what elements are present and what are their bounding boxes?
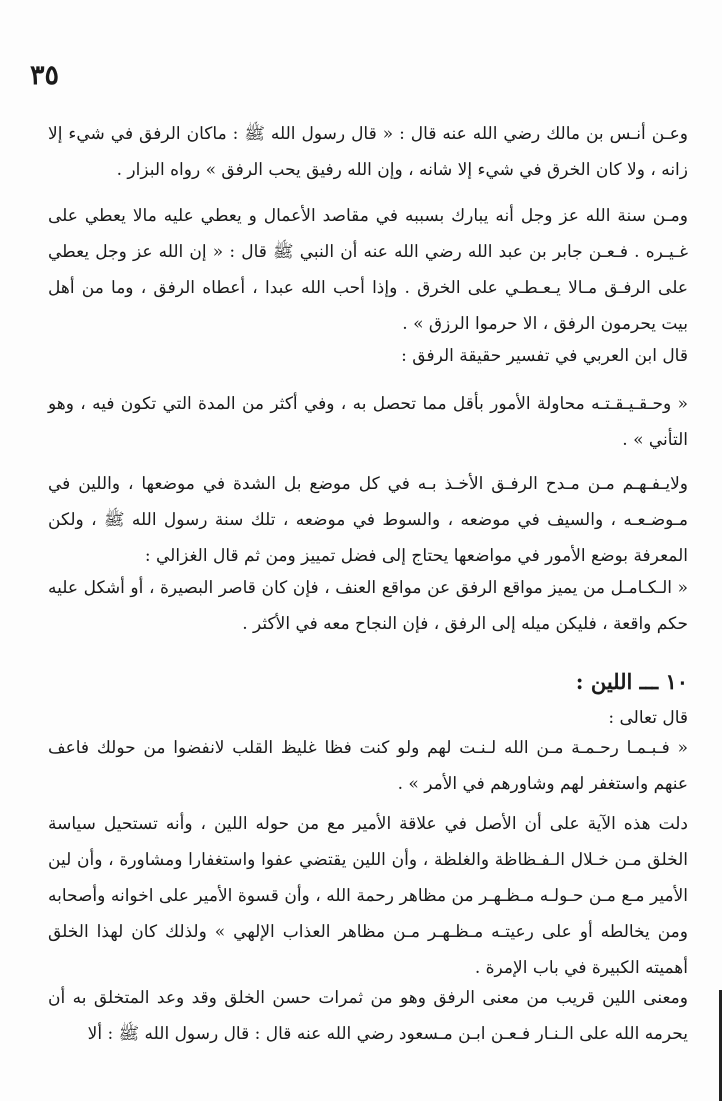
- page-number: ٣٥: [30, 60, 60, 91]
- paragraph-anas-hadith: وعـن أنـس بن مالك رضي الله عنه قال : « قال رسول الله ﷺ : ماكان الرفق في شيء إلا زانه ، ولا كان الخرق في شيء إلا شانه ، وإن الله رفيق يحب الرفق » رواه البزار .: [48, 124, 688, 180]
- paragraph-jabir-hadith: ومـن سنة الله عز وجل أنه يبارك بسببه في مقاصد الأعمال و يعطي عليه مالا يعطي على غـيـره . فـعـن جابر بن عبد الله رضي الله عنه أن النبي ﷺ قال : « إن الله عز وجل يعطي على الرفـق مـالا يـعـطـي على الخرق . وإذا أحب الله عبدا ، أعطاه الرفق ، وما من أهل بيت يحرمون الرفق ، الا حرموا الرزق » .: [48, 206, 688, 334]
- paragraph-verse-explanation: دلت هذه الآية على أن الأصل في علاقة الأمير مع من حوله اللين ، وأنه تستحيل سياسة الخلق مـن خـلال الـفـظاظة والغلظة ، وأن اللين يقتضي عفوا واستغفارا ومشاورة ، وأن لين الأمير مـع مـن حـولـه مـظـهـر من مظاهر رحمة الله ، وأن قسوة الأمير على اخوانه وأصحابه ومن يخالطه أو على رعيتـه مـظـهـر مـن مظاهر العذاب الإلهي » ولذلك كان لهذا الخلق أهميته الكبيرة في باب الإمرة .: [48, 814, 688, 978]
- paragraph-ibn-arabi-intro: قال ابن العربي في تفسير حقيقة الرفق :: [401, 346, 688, 366]
- section-heading-leniency: ١٠ ـــ اللين :: [575, 669, 688, 694]
- paragraph-ibn-arabi-quote: « وحـقـيـقـتـه محاولة الأمور بأقل مما تحصل به ، وفي أكثر من المدة التي تكون فيه ، وهو التأني » .: [48, 394, 688, 450]
- paragraph-quran-intro: قال تعالى :: [608, 708, 688, 728]
- paragraph-quran-verse: « فـبـمـا رحـمـة مـن الله لـنـت لهم ولو كنت فظا غليظ القلب لانفضوا من حولك فاعف عنهم واستغفر لهم وشاورهم في الأمر » .: [48, 738, 688, 794]
- paragraph-praise-of-gentleness: ولايـفـهـم مـن مـدح الرفـق الأخـذ بـه في كل موضع بل الشدة في موضعها ، واللين في مـوضـعـه ، والسيف في موضعه ، والسوط في موضعه ، تلك سنة رسول الله ﷺ ، ولكن المعرفة بوضع الأمور في مواضعها يحتاج إلى فضل تمييز ومن ثم قال الغزالي :: [48, 474, 688, 566]
- paragraph-meaning-of-leniency: ومعنى اللين قريب من معنى الرفق وهو من ثمرات حسن الخلق وقد وعد المتخلق به أن يحرمه الله على الـنـار فـعـن ابـن مـسعود رضي الله عنه قال : قال رسول الله ﷺ : ألا: [48, 988, 688, 1044]
- paragraph-ghazali-quote: « الـكـامـل من يميز مواقع الرفق عن مواقع العنف ، فإن كان قاصر البصيرة ، أو أشكل عليه حكم واقعة ، فليكن ميله إلى الرفق ، فإن النجاح معه في الأكثر .: [48, 578, 688, 634]
